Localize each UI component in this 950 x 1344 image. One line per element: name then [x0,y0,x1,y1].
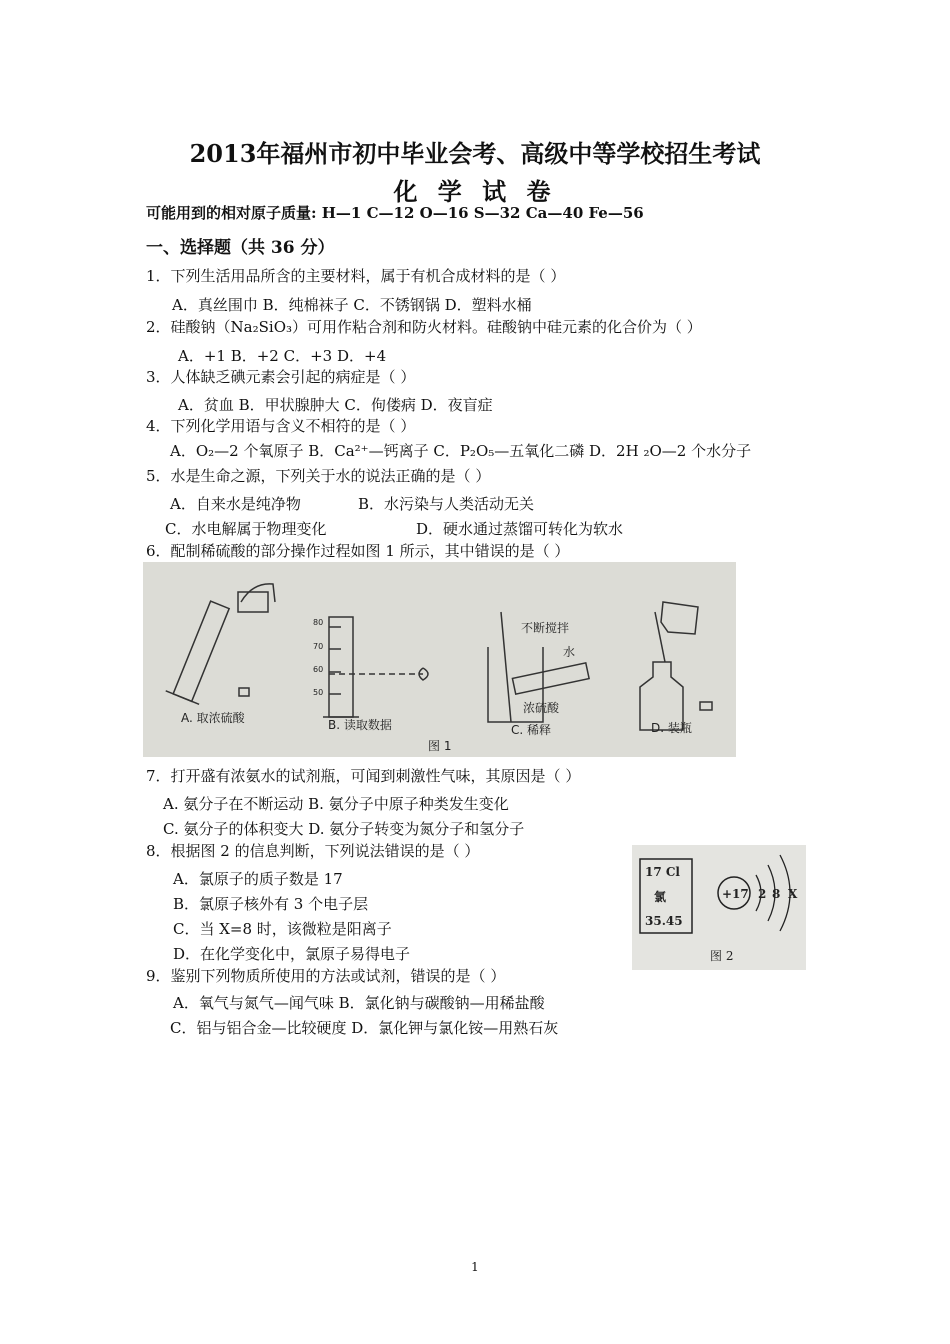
glass-rod-d [655,612,665,662]
exam-title: 2013年福州市初中毕业会考、高级中等学校招生考试 [189,139,761,168]
water-label: 水 [563,645,576,659]
scale-mark-80: 80 [313,618,324,627]
graduated-cylinder-a [166,598,237,704]
stopper-a [239,688,249,696]
question-4-options: A．O₂—2 个氧原子 B．Ca²⁺—钙离子 C．P₂O₅—五氧化二磷 D．2H ₂O—2 个水分子 [170,442,752,460]
question-1-stem: 1．下列生活用品所含的主要材料，属于有机合成材料的是（ ） [146,267,566,285]
question-5-option-b: B．水污染与人类活动无关 [358,495,535,513]
question-8-option-d: D．在化学变化中，氯原子易得电子 [173,945,411,963]
question-7-options-cd: C. 氨分子的体积变大 D. 氨分子转变为氮分子和氢分子 [163,820,525,838]
question-5-option-c: C．水电解属于物理变化 [165,520,327,538]
glass-rod-c [501,612,511,722]
hand-a [241,584,275,602]
question-7-stem: 7．打开盛有浓氨水的试剂瓶，可闻到刺激性气味，其原因是（ ） [146,767,581,785]
figure-1-label-b: B. 读取数据 [328,718,392,732]
question-4-stem: 4．下列化学用语与含义不相符的是（ ） [146,417,416,435]
question-9-stem: 9．鉴别下列物质所使用的方法或试剂，错误的是（ ） [146,967,506,985]
section-heading: 一、选择题（共 36 分） [146,238,335,258]
shell-3-electrons: X [788,887,798,901]
question-5-option-a: A．自来水是纯净物 [170,495,301,513]
shell-1-electrons: 2 [758,887,767,901]
element-number-symbol: 17 Cl [645,865,680,879]
graduated-cylinder-b [329,617,353,717]
question-5-option-d: D．硬水通过蒸馏可转化为软水 [416,520,624,538]
element-atomic-mass: 35.45 [645,914,683,928]
scale-mark-50: 50 [313,688,324,697]
figure-1-label-d: D. 装瓶 [651,721,692,735]
figure-1-label-c: C. 稀释 [511,723,552,737]
question-8-option-a: A．氯原子的质子数是 17 [173,870,343,888]
acid-label: 浓硫酸 [523,701,560,715]
exam-subtitle: 化 学 试 卷 [393,177,557,206]
atomic-masses: 可能用到的相对原子质量: H—1 C—12 O—16 S—32 Ca—40 Fe—56 [146,204,644,222]
stopper-d [700,702,712,710]
scale-mark-60: 60 [313,665,324,674]
shell-2-electrons: 8 [772,887,781,901]
question-2-options: A．+1 B．+2 C．+3 D．+4 [178,347,387,365]
scale-mark-70: 70 [313,642,324,651]
question-3-options: A．贫血 B．甲状腺肿大 C．佝偻病 D．夜盲症 [178,396,493,414]
stir-label: 不断搅拌 [521,621,570,635]
page-number: 1 [471,1260,479,1274]
figure-1-label-a: A. 取浓硫酸 [181,711,245,725]
question-1-options: A．真丝围巾 B．纯棉袜子 C．不锈钢锅 D．塑料水桶 [172,296,532,314]
figure-1 [143,562,736,757]
figure-2-caption: 图 2 [710,949,734,963]
pouring-cylinder-c [512,663,589,694]
reagent-bottle-d [640,662,683,730]
nucleus-charge: +17 [722,887,749,901]
figure-1-caption: 图 1 [428,739,452,753]
question-8-option-b: B．氯原子核外有 3 个电子层 [173,895,369,913]
beaker-d [661,602,698,634]
figure-2 [632,845,806,970]
question-7-options-ab: A. 氨分子在不断运动 B. 氨分子中原子种类发生变化 [163,795,509,813]
question-8-stem: 8．根据图 2 的信息判断，下列说法错误的是（ ） [146,842,480,860]
question-2-stem: 2．硅酸钠（Na₂SiO₃）可用作粘合剂和防火材料。硅酸钠中硅元素的化合价为（ ） [146,318,702,336]
question-8-option-c: C．当 X=8 时，该微粒是阳离子 [173,920,392,938]
question-6-stem: 6．配制稀硫酸的部分操作过程如图 1 所示，其中错误的是（ ） [146,542,570,560]
reagent-bottle-a [238,592,268,612]
element-name: 氯 [654,890,667,904]
question-9-options-cd: C．铝与铝合金—比较硬度 D．氯化钾与氯化铵—用熟石灰 [170,1019,559,1037]
question-3-stem: 3．人体缺乏碘元素会引起的病症是（ ） [146,368,416,386]
question-5-stem: 5．水是生命之源，下列关于水的说法正确的是（ ） [146,467,491,485]
question-9-options-ab: A．氧气与氮气—闻气味 B．氯化钠与碳酸钠—用稀盐酸 [173,994,545,1012]
